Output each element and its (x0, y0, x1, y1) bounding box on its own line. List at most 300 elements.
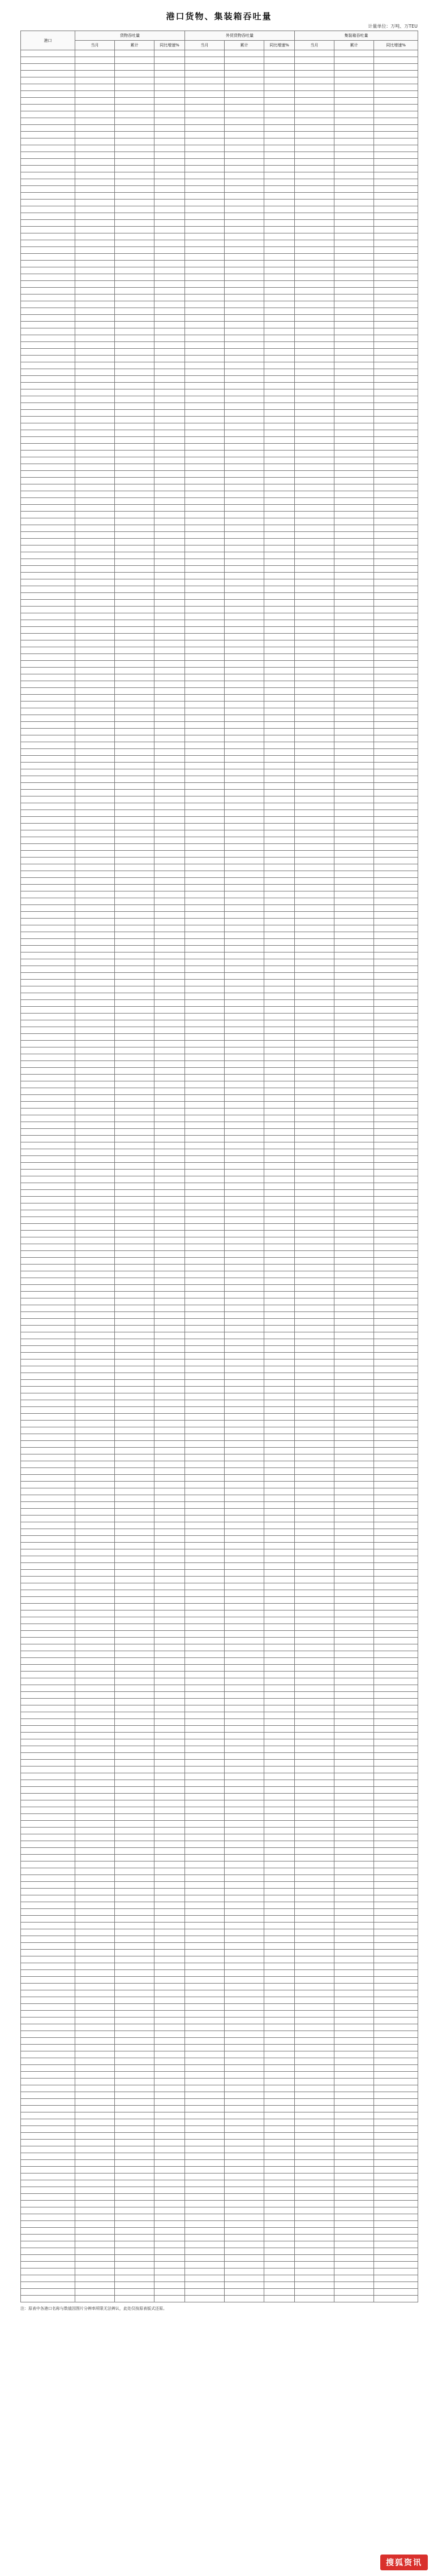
value-cell-foreign-yoy (264, 1163, 295, 1170)
value-cell-teu-yoy (374, 1543, 418, 1549)
value-cell-foreign-yoy (264, 1889, 295, 1895)
value-cell-foreign-month (185, 1570, 225, 1577)
value-cell-teu-cum (334, 674, 374, 681)
port-name-cell (21, 2268, 75, 2275)
value-cell-cargo-cum (115, 1536, 154, 1543)
value-cell-cargo-cum (115, 50, 154, 57)
value-cell-cargo-yoy (154, 1210, 185, 1217)
value-cell-cargo-cum (115, 1583, 154, 1590)
value-cell-foreign-cum (225, 464, 264, 471)
value-cell-teu-yoy (374, 1122, 418, 1129)
value-cell-cargo-yoy (154, 878, 185, 885)
value-cell-foreign-cum (225, 1353, 264, 1360)
value-cell-teu-cum (334, 1421, 374, 1427)
value-cell-foreign-cum (225, 871, 264, 878)
value-cell-foreign-cum (225, 2051, 264, 2058)
port-name-cell (21, 1231, 75, 1237)
value-cell-teu-yoy (374, 254, 418, 261)
value-cell-teu-cum (334, 444, 374, 451)
value-cell-foreign-month (185, 1393, 225, 1400)
value-cell-teu-month (295, 118, 334, 125)
value-cell-foreign-yoy (264, 2296, 295, 2302)
value-cell-cargo-cum (115, 478, 154, 484)
value-cell-teu-month (295, 1075, 334, 1081)
value-cell-foreign-yoy (264, 763, 295, 769)
value-cell-teu-yoy (374, 1461, 418, 1468)
value-cell-teu-cum (334, 776, 374, 783)
value-cell-foreign-cum (225, 1346, 264, 1353)
value-cell-foreign-month (185, 77, 225, 84)
table-row (21, 423, 418, 430)
value-cell-cargo-month (75, 1753, 115, 1760)
value-cell-foreign-month (185, 1699, 225, 1705)
value-cell-foreign-yoy (264, 396, 295, 403)
port-name-cell (21, 2262, 75, 2268)
value-cell-cargo-month (75, 600, 115, 607)
value-cell-foreign-yoy (264, 1780, 295, 1787)
value-cell-teu-yoy (374, 1393, 418, 1400)
value-cell-cargo-month (75, 1638, 115, 1644)
value-cell-foreign-yoy (264, 1970, 295, 1977)
value-cell-teu-yoy (374, 2296, 418, 2302)
value-cell-cargo-cum (115, 1719, 154, 1726)
port-name-cell (21, 1861, 75, 1868)
value-cell-teu-month (295, 1597, 334, 1604)
value-cell-cargo-cum (115, 681, 154, 688)
table-row (21, 1109, 418, 1115)
value-cell-foreign-month (185, 1522, 225, 1529)
value-cell-teu-month (295, 403, 334, 410)
value-cell-cargo-month (75, 227, 115, 233)
value-cell-foreign-yoy (264, 858, 295, 864)
value-cell-foreign-cum (225, 1475, 264, 1482)
value-cell-foreign-yoy (264, 1136, 295, 1142)
header-this-month: 当月 (295, 41, 334, 50)
value-cell-teu-month (295, 1217, 334, 1224)
value-cell-foreign-cum (225, 1360, 264, 1366)
value-cell-teu-yoy (374, 2065, 418, 2072)
header-this-month: 当月 (185, 41, 225, 50)
value-cell-foreign-yoy (264, 1102, 295, 1109)
port-name-cell (21, 1360, 75, 1366)
value-cell-foreign-cum (225, 735, 264, 742)
value-cell-foreign-yoy (264, 1075, 295, 1081)
value-cell-foreign-yoy (264, 776, 295, 783)
value-cell-cargo-yoy (154, 274, 185, 281)
value-cell-teu-month (295, 1787, 334, 1794)
value-cell-cargo-yoy (154, 1970, 185, 1977)
value-cell-teu-cum (334, 2296, 374, 2302)
value-cell-foreign-yoy (264, 1963, 295, 1970)
port-name-cell (21, 1061, 75, 1068)
port-name-cell (21, 1929, 75, 1936)
value-cell-teu-cum (334, 362, 374, 369)
value-cell-teu-month (295, 1936, 334, 1943)
value-cell-cargo-cum (115, 1753, 154, 1760)
port-name-cell (21, 742, 75, 749)
value-cell-teu-yoy (374, 2072, 418, 2079)
value-cell-foreign-yoy (264, 1590, 295, 1597)
value-cell-foreign-cum (225, 640, 264, 647)
value-cell-teu-yoy (374, 1522, 418, 1529)
value-cell-foreign-yoy (264, 1231, 295, 1237)
value-cell-cargo-cum (115, 1400, 154, 1407)
value-cell-cargo-cum (115, 491, 154, 498)
table-row (21, 586, 418, 593)
port-name-cell (21, 1258, 75, 1265)
value-cell-cargo-month (75, 2106, 115, 2112)
value-cell-teu-yoy (374, 1305, 418, 1312)
value-cell-foreign-month (185, 2119, 225, 2126)
value-cell-foreign-yoy (264, 912, 295, 919)
value-cell-cargo-yoy (154, 1136, 185, 1142)
value-cell-cargo-cum (115, 1672, 154, 1678)
port-name-cell (21, 891, 75, 898)
value-cell-cargo-yoy (154, 1373, 185, 1380)
value-cell-cargo-yoy (154, 233, 185, 240)
value-cell-cargo-yoy (154, 1265, 185, 1271)
port-name-cell (21, 2282, 75, 2289)
table-row (21, 261, 418, 267)
value-cell-cargo-cum (115, 1617, 154, 1624)
header-yoy: 同比增速% (264, 41, 295, 50)
value-cell-teu-cum (334, 518, 374, 525)
port-name-cell (21, 2085, 75, 2092)
value-cell-foreign-month (185, 2011, 225, 2017)
port-name-cell (21, 1265, 75, 1271)
value-cell-foreign-month (185, 735, 225, 742)
value-cell-foreign-yoy (264, 2092, 295, 2099)
value-cell-teu-month (295, 471, 334, 478)
value-cell-teu-yoy (374, 1658, 418, 1665)
value-cell-teu-month (295, 946, 334, 953)
port-name-cell (21, 749, 75, 756)
value-cell-cargo-month (75, 1441, 115, 1448)
value-cell-teu-cum (334, 1570, 374, 1577)
value-cell-foreign-month (185, 545, 225, 552)
value-cell-foreign-month (185, 640, 225, 647)
value-cell-cargo-yoy (154, 1122, 185, 1129)
value-cell-teu-month (295, 756, 334, 763)
table-row (21, 383, 418, 389)
value-cell-foreign-cum (225, 1997, 264, 2004)
value-cell-teu-month (295, 2160, 334, 2167)
value-cell-foreign-month (185, 1278, 225, 1285)
value-cell-cargo-month (75, 986, 115, 993)
value-cell-cargo-month (75, 1271, 115, 1278)
port-name-cell (21, 2228, 75, 2235)
value-cell-teu-month (295, 1197, 334, 1203)
value-cell-teu-yoy (374, 1787, 418, 1794)
value-cell-cargo-cum (115, 925, 154, 932)
value-cell-foreign-month (185, 946, 225, 953)
value-cell-cargo-month (75, 166, 115, 172)
port-name-cell (21, 1685, 75, 1692)
value-cell-foreign-month (185, 1231, 225, 1237)
value-cell-teu-cum (334, 125, 374, 132)
value-cell-cargo-yoy (154, 2051, 185, 2058)
value-cell-cargo-month (75, 1136, 115, 1142)
port-name-cell (21, 1590, 75, 1597)
value-cell-foreign-month (185, 179, 225, 186)
port-name-cell (21, 715, 75, 722)
value-cell-foreign-month (185, 2248, 225, 2255)
value-cell-foreign-yoy (264, 1821, 295, 1828)
value-cell-foreign-yoy (264, 1685, 295, 1692)
value-cell-teu-yoy (374, 166, 418, 172)
value-cell-cargo-month (75, 376, 115, 383)
value-cell-teu-yoy (374, 1251, 418, 1258)
value-cell-foreign-cum (225, 1068, 264, 1075)
value-cell-foreign-month (185, 1156, 225, 1163)
value-cell-cargo-yoy (154, 518, 185, 525)
port-name-cell (21, 2275, 75, 2282)
value-cell-teu-yoy (374, 1217, 418, 1224)
value-cell-foreign-month (185, 1861, 225, 1868)
value-cell-foreign-cum (225, 1733, 264, 1739)
value-cell-foreign-month (185, 2275, 225, 2282)
value-cell-teu-month (295, 1292, 334, 1298)
value-cell-teu-yoy (374, 1638, 418, 1644)
value-cell-foreign-cum (225, 2255, 264, 2262)
port-name-cell (21, 1665, 75, 1672)
port-name-cell (21, 1739, 75, 1746)
value-cell-teu-month (295, 437, 334, 444)
value-cell-cargo-yoy (154, 1658, 185, 1665)
value-cell-teu-yoy (374, 1136, 418, 1142)
port-name-cell (21, 57, 75, 64)
value-cell-foreign-month (185, 532, 225, 539)
value-cell-foreign-month (185, 1563, 225, 1570)
value-cell-teu-yoy (374, 2133, 418, 2140)
value-cell-teu-month (295, 2167, 334, 2174)
value-cell-foreign-cum (225, 152, 264, 159)
value-cell-teu-cum (334, 2160, 374, 2167)
value-cell-foreign-cum (225, 817, 264, 824)
value-cell-foreign-month (185, 1882, 225, 1889)
value-cell-cargo-cum (115, 1638, 154, 1644)
value-cell-teu-yoy (374, 1848, 418, 1855)
value-cell-cargo-yoy (154, 681, 185, 688)
table-row (21, 1556, 418, 1563)
value-cell-foreign-yoy (264, 1502, 295, 1509)
value-cell-cargo-month (75, 118, 115, 125)
value-cell-teu-month (295, 2201, 334, 2207)
value-cell-foreign-yoy (264, 1210, 295, 1217)
value-cell-cargo-yoy (154, 1821, 185, 1828)
value-cell-cargo-cum (115, 1678, 154, 1685)
value-cell-foreign-month (185, 2187, 225, 2194)
value-cell-foreign-cum (225, 993, 264, 1000)
value-cell-foreign-yoy (264, 233, 295, 240)
value-cell-teu-yoy (374, 681, 418, 688)
value-cell-teu-yoy (374, 925, 418, 932)
value-cell-cargo-cum (115, 871, 154, 878)
value-cell-foreign-month (185, 2201, 225, 2207)
table-row (21, 966, 418, 973)
value-cell-teu-cum (334, 1590, 374, 1597)
value-cell-foreign-month (185, 1644, 225, 1651)
value-cell-cargo-month (75, 1366, 115, 1373)
value-cell-cargo-yoy (154, 2038, 185, 2045)
value-cell-foreign-month (185, 430, 225, 437)
table-row (21, 315, 418, 322)
value-cell-cargo-yoy (154, 505, 185, 512)
value-cell-teu-month (295, 2072, 334, 2079)
value-cell-teu-month (295, 1984, 334, 1990)
value-cell-teu-yoy (374, 98, 418, 105)
value-cell-cargo-cum (115, 295, 154, 301)
value-cell-teu-cum (334, 1828, 374, 1834)
value-cell-foreign-cum (225, 2106, 264, 2112)
port-name-cell (21, 2106, 75, 2112)
value-cell-teu-yoy (374, 220, 418, 227)
value-cell-teu-cum (334, 1855, 374, 1861)
table-row (21, 593, 418, 600)
table-row (21, 267, 418, 274)
value-cell-foreign-cum (225, 254, 264, 261)
port-name-cell (21, 1604, 75, 1610)
value-cell-cargo-month (75, 1156, 115, 1163)
value-cell-cargo-cum (115, 2072, 154, 2079)
value-cell-teu-cum (334, 1081, 374, 1088)
value-cell-cargo-cum (115, 1529, 154, 1536)
value-cell-cargo-yoy (154, 769, 185, 776)
value-cell-teu-month (295, 1882, 334, 1889)
port-name-cell (21, 1692, 75, 1699)
value-cell-cargo-cum (115, 105, 154, 111)
port-name-cell (21, 1292, 75, 1298)
value-cell-foreign-yoy (264, 1950, 295, 1956)
value-cell-cargo-cum (115, 959, 154, 966)
value-cell-foreign-cum (225, 1339, 264, 1346)
table-row (21, 681, 418, 688)
value-cell-foreign-cum (225, 1217, 264, 1224)
value-cell-foreign-cum (225, 1495, 264, 1502)
value-cell-teu-cum (334, 878, 374, 885)
value-cell-cargo-cum (115, 525, 154, 532)
value-cell-cargo-month (75, 98, 115, 105)
value-cell-cargo-yoy (154, 1950, 185, 1956)
value-cell-cargo-yoy (154, 1047, 185, 1054)
value-cell-foreign-cum (225, 1176, 264, 1183)
value-cell-foreign-month (185, 661, 225, 668)
value-cell-foreign-cum (225, 1834, 264, 1841)
value-cell-cargo-month (75, 111, 115, 118)
value-cell-teu-cum (334, 1644, 374, 1651)
table-row (21, 118, 418, 125)
port-name-cell (21, 980, 75, 986)
value-cell-cargo-cum (115, 579, 154, 586)
port-name-cell (21, 1516, 75, 1522)
value-cell-teu-month (295, 878, 334, 885)
value-cell-teu-month (295, 2079, 334, 2085)
table-row (21, 1434, 418, 1441)
value-cell-cargo-month (75, 1081, 115, 1088)
port-name-cell (21, 1387, 75, 1393)
value-cell-teu-cum (334, 376, 374, 383)
value-cell-teu-month (295, 1156, 334, 1163)
value-cell-teu-yoy (374, 2275, 418, 2282)
value-cell-cargo-cum (115, 539, 154, 545)
value-cell-cargo-month (75, 878, 115, 885)
value-cell-foreign-cum (225, 1624, 264, 1631)
value-cell-teu-yoy (374, 1061, 418, 1068)
value-cell-cargo-yoy (154, 647, 185, 654)
value-cell-teu-yoy (374, 1746, 418, 1753)
value-cell-cargo-yoy (154, 1509, 185, 1516)
value-cell-cargo-month (75, 2112, 115, 2119)
value-cell-cargo-cum (115, 1244, 154, 1251)
value-cell-teu-cum (334, 1326, 374, 1332)
value-cell-cargo-cum (115, 1549, 154, 1556)
value-cell-cargo-month (75, 233, 115, 240)
value-cell-foreign-cum (225, 1549, 264, 1556)
value-cell-cargo-month (75, 1332, 115, 1339)
value-cell-cargo-cum (115, 1834, 154, 1841)
value-cell-teu-cum (334, 2194, 374, 2201)
port-name-cell (21, 885, 75, 891)
table-row (21, 2017, 418, 2024)
value-cell-cargo-yoy (154, 1889, 185, 1895)
value-cell-foreign-yoy (264, 756, 295, 763)
table-row-total (21, 613, 418, 620)
value-cell-teu-cum (334, 1448, 374, 1454)
value-cell-teu-yoy (374, 50, 418, 57)
value-cell-cargo-cum (115, 1936, 154, 1943)
value-cell-teu-cum (334, 1292, 374, 1298)
value-cell-teu-month (295, 1095, 334, 1102)
value-cell-foreign-cum (225, 1305, 264, 1312)
value-cell-teu-month (295, 1665, 334, 1672)
value-cell-foreign-cum (225, 1414, 264, 1421)
value-cell-foreign-yoy (264, 932, 295, 939)
value-cell-teu-cum (334, 1665, 374, 1672)
port-name-cell (21, 1237, 75, 1244)
value-cell-teu-cum (334, 1617, 374, 1624)
value-cell-foreign-yoy (264, 166, 295, 172)
table-row (21, 1644, 418, 1651)
value-cell-foreign-month (185, 993, 225, 1000)
value-cell-cargo-month (75, 84, 115, 91)
value-cell-cargo-yoy (154, 478, 185, 484)
value-cell-teu-cum (334, 695, 374, 702)
value-cell-teu-month (295, 200, 334, 206)
value-cell-foreign-cum (225, 742, 264, 749)
value-cell-teu-cum (334, 342, 374, 349)
port-name-cell (21, 647, 75, 654)
value-cell-teu-cum (334, 1529, 374, 1536)
value-cell-teu-cum (334, 2268, 374, 2275)
value-cell-teu-cum (334, 2282, 374, 2289)
table-row (21, 905, 418, 912)
value-cell-teu-yoy (374, 295, 418, 301)
value-cell-teu-cum (334, 532, 374, 539)
value-cell-teu-cum (334, 1685, 374, 1692)
value-cell-teu-cum (334, 1339, 374, 1346)
value-cell-cargo-cum (115, 1305, 154, 1312)
value-cell-foreign-cum (225, 2065, 264, 2072)
value-cell-cargo-month (75, 708, 115, 715)
value-cell-foreign-yoy (264, 1522, 295, 1529)
value-cell-foreign-month (185, 2235, 225, 2241)
port-name-cell (21, 1577, 75, 1583)
value-cell-teu-yoy (374, 844, 418, 851)
value-cell-foreign-yoy (264, 451, 295, 457)
value-cell-foreign-month (185, 478, 225, 484)
value-cell-foreign-month (185, 810, 225, 817)
port-name-cell (21, 1068, 75, 1075)
